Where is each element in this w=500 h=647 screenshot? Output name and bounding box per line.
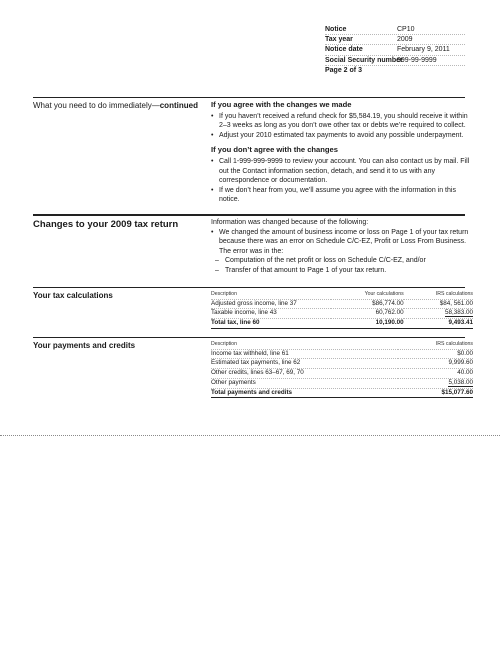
section-heading-immediate — [33, 101, 198, 110]
tax-calculations-table — [211, 290, 473, 329]
total-irs-value: $15,077.60 — [398, 388, 473, 398]
notice-date-value: February 9, 2011 — [397, 46, 450, 54]
col-irs-calculations: IRS calculations — [404, 290, 473, 299]
col-description: Description — [211, 290, 331, 299]
tax-year-row — [325, 35, 465, 45]
row-description: Income tax withheld, line 61 — [211, 349, 398, 359]
row-description: Taxable income, line 43 — [211, 309, 331, 319]
table-total-row — [211, 388, 473, 398]
section-divider — [33, 287, 465, 288]
row-description: Adjusted gross income, line 37 — [211, 299, 331, 309]
list-item: – Computation of the net profit or loss on Schedule C/C-EZ, and/or — [211, 256, 475, 266]
row-description: Estimated tax payments, line 62 — [211, 359, 398, 369]
table-row — [211, 369, 473, 379]
row-irs-value: $84, 561.00 — [404, 299, 473, 309]
heading-continued: continued — [159, 101, 198, 110]
page-number: Page 2 of 3 — [325, 66, 362, 74]
section-divider — [33, 214, 465, 216]
section-immediate-content — [211, 100, 475, 205]
agree-list — [211, 112, 475, 141]
row-your-value: $86,774.00 — [331, 299, 404, 309]
notice-date-row — [325, 45, 465, 55]
table-header-row — [211, 290, 473, 299]
table-row — [211, 378, 473, 388]
row-your-value: 60,762.00 — [331, 309, 404, 319]
total-description: Total payments and credits — [211, 388, 398, 398]
tax-year-value: 2009 — [397, 36, 413, 44]
total-your-value: 10,190.00 — [331, 319, 404, 329]
row-irs-value: 40.00 — [398, 369, 473, 379]
ssn-value: 999-99-9999 — [397, 56, 437, 64]
ssn-row — [325, 56, 465, 66]
row-irs-value: $0.00 — [398, 349, 473, 359]
total-irs-value: 9,493.41 — [404, 319, 473, 329]
table-total-row — [211, 319, 473, 329]
table-header-row — [211, 340, 473, 349]
table-row — [211, 299, 473, 309]
list-item: • We changed the amount of business income or loss on Page 1 of your tax return because there was an error on Schedule C/C-EZ, Profit or Loss From Business. The error was in the: — [211, 228, 475, 257]
row-irs-value — [398, 378, 473, 388]
list-item: • Adjust your 2010 estimated tax payments to avoid any possible underpayment. — [211, 131, 475, 141]
irs-value-text: 5,038.00 — [448, 378, 473, 386]
table-row — [211, 309, 473, 319]
ssn-label: Social Security number — [325, 56, 403, 64]
tax-year-label: Tax year — [325, 36, 353, 44]
list-item: • Call 1-999-999-9999 to review your account. You can also contact us by mail. Fill out the Contact information section, detach, and send it to us with any correspondence or documentation. — [211, 157, 475, 186]
row-irs-value: 9,999.60 — [398, 359, 473, 369]
detach-line — [0, 435, 500, 436]
list-item: • If we don’t hear from you, we’ll assume you agree with the information in this notice. — [211, 186, 475, 205]
col-irs-calculations: IRS calculations — [398, 340, 473, 349]
payments-credits-title: Your payments and credits — [33, 341, 136, 350]
row-description: Other payments — [211, 378, 398, 388]
disagree-list — [211, 157, 475, 205]
changes-list — [211, 228, 475, 276]
notice-info-box — [325, 25, 465, 75]
col-your-calculations: Your calculations — [331, 290, 404, 299]
notice-date-label: Notice date — [325, 46, 363, 54]
payments-credits-table — [211, 340, 473, 398]
col-description: Description — [211, 340, 398, 349]
agree-heading: If you agree with the changes we made — [211, 100, 352, 109]
notice-row — [325, 25, 465, 35]
section-divider — [33, 337, 465, 338]
row-description: Other credits, lines 63–67, 69, 70 — [211, 369, 398, 379]
tax-calculations-title: Your tax calculations — [33, 291, 113, 300]
list-item: – Transfer of that amount to Page 1 of your tax return. — [211, 266, 475, 276]
disagree-heading: If you don’t agree with the changes — [211, 145, 338, 155]
total-description: Total tax, line 60 — [211, 319, 331, 329]
notice-label: Notice — [325, 26, 347, 33]
table-row — [211, 349, 473, 359]
list-item: • If you haven’t received a refund check for $5,584.19, you should receive it within 2–3 weeks as long as you don’t owe other tax or debts we’re required to collect. — [211, 112, 475, 131]
changes-content — [211, 218, 475, 276]
notice-value: CP10 — [397, 26, 415, 33]
heading-text: What you need to do immediately— — [33, 101, 160, 110]
table-row — [211, 359, 473, 369]
irs-value-text: 58,383.00 — [444, 309, 473, 317]
section-divider — [33, 97, 465, 98]
changes-intro: Information was changed because of the following: — [211, 219, 369, 226]
row-irs-value — [404, 309, 473, 319]
changes-title: Changes to your 2009 tax return — [33, 219, 179, 230]
